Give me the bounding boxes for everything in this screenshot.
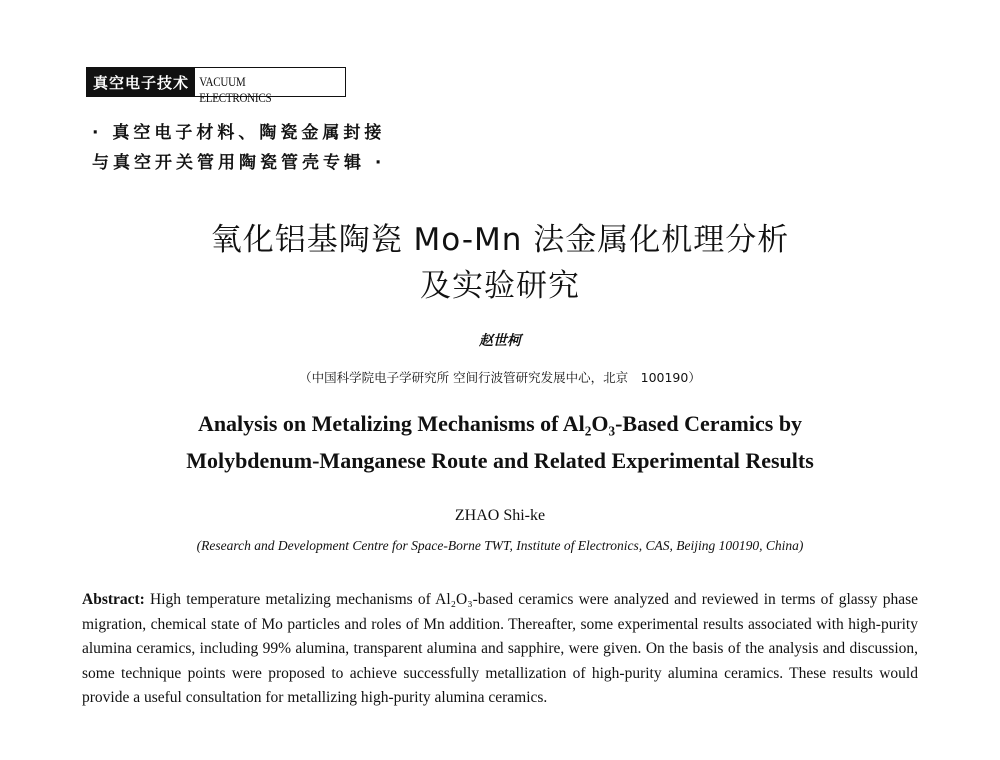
title-cn-line1: 氧化铝基陶瓷 Mo-Mn 法金属化机理分析 [210,222,790,258]
affiliation-en: (Research and Development Centre for Space-Borne TWT, Institute of Electronics, CAS, Beijing 100190, China) [196,538,804,553]
affiliation-cn: （中国科学院电子学研究所 空间行波管研究发展中心，北京 100190） [299,370,701,385]
abstract [82,588,918,711]
title-en-line1: Analysis on Metalizing Mechanisms of Al₂O₃-Based Ceramics by [197,411,803,436]
column-label-line1: · 真空电子材料、陶瓷金属封接 [92,123,386,143]
title-cn-line2: 及实验研究 [420,268,580,304]
title-en-line2: Molybdenum-Manganese Route and Related Experimental Results [186,448,814,473]
column-label-line2: 与真空开关管用陶瓷管壳专辑 · [92,153,386,173]
abstract-text: High temperature metalizing mechanisms of Al₂O₃-based ceramics were analyzed and reviewed in terms of glassy phase migration, chemical state of Mo particles and roles of Mn addition. Thereafter, some experimental results associated with high-purity alumina ceramics, including 99% alumina, transparent alumina and sapphire, were given. On the basis of the analysis and discussion, some technique points were proposed to achieve successfully metallization of high-purity alumina ceramics. These results would provide a useful consultation for metallizing high-purity alumina ceramics. [82,591,918,706]
author-en: ZHAO Shi-ke [454,507,546,524]
journal-name-en: VACUUM ELECTRONICS [199,74,272,105]
abstract-label: Abstract: [82,591,145,608]
author-cn: 赵世柯 [479,333,521,349]
journal-name-cn: 真空电子技术 [87,68,195,96]
journal-header [86,67,346,105]
